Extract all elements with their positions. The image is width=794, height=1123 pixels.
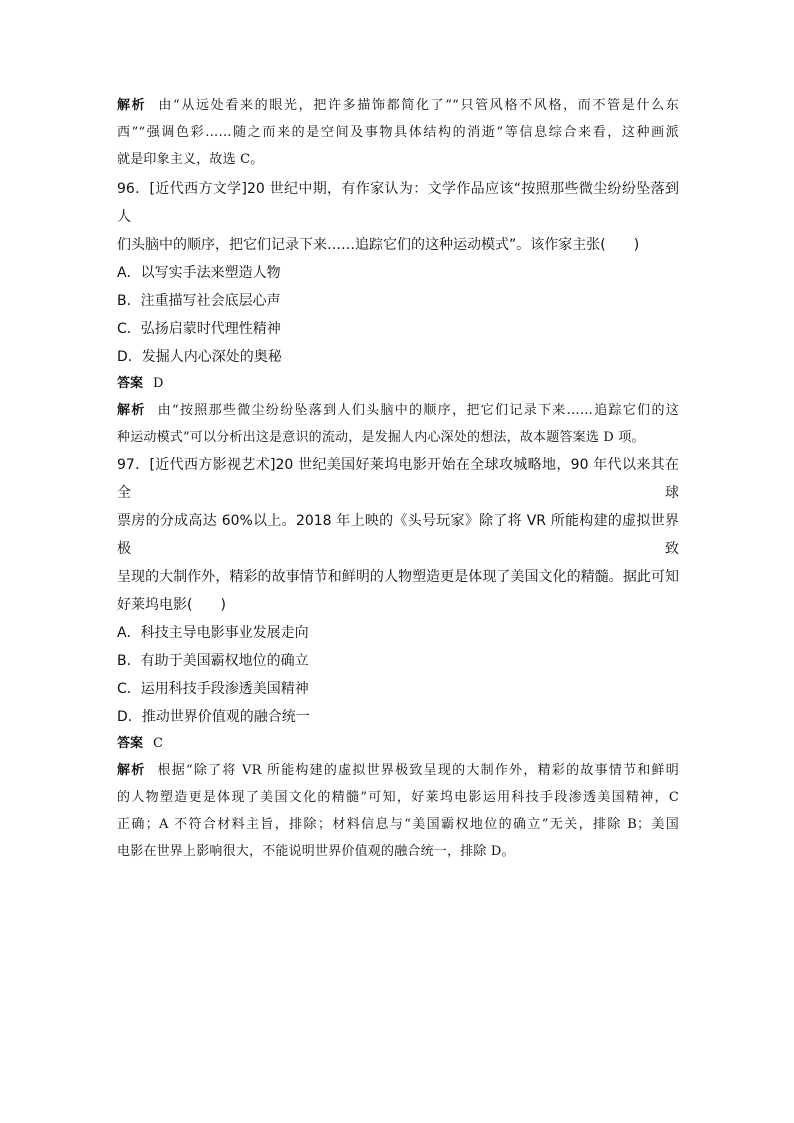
question-stem-line: 们头脑中的顺序，把它们记录下来……追踪它们的这种运动模式”。该作家主张( ): [117, 237, 640, 253]
question-97: [117, 451, 679, 865]
option-b: B．注重描写社会底层心声: [117, 293, 281, 309]
analysis-label: 解析: [117, 763, 146, 778]
analysis-line: 就是印象主义，故选 C。: [117, 152, 264, 167]
question-stem-line: 好莱坞电影( ): [117, 597, 226, 613]
analysis-line: 电影在世界上影响很大，不能说明世界价值观的融合统一，排除 D。: [117, 844, 515, 859]
option-d: D．推动世界价值观的融合统一: [117, 709, 310, 725]
answer-96: [117, 371, 679, 397]
question-stem-line: 票房的分成高达 60%以上。2018 年上映的《头号玩家》除了将 VR 所能构建的虚拟世界极致: [117, 513, 679, 557]
answer-97: [117, 731, 679, 757]
answer-label: 答案: [117, 376, 144, 391]
analysis-line: 西”“强调色彩……随之而来的是空间及事物具体结构的消逝”等信息综合来看，这种画派: [117, 125, 679, 140]
option-a: A．以写实手法来塑造人物: [117, 265, 281, 281]
option-a: A．科技主导电影事业发展走向: [117, 625, 309, 641]
analysis-line: 解析 由“从远处看来的眼光，把许多描饰都简化了”“只管风格不风格，而不管是什么东: [117, 98, 679, 113]
answer-value: C: [153, 736, 163, 751]
question-stem-line: 96．[近代西方文学]20 世纪中期，有作家认为：文学作品应该“按照那些微尘纷纷坠落到人: [117, 181, 679, 225]
analysis-line: 种运动模式”可以分析出这是意识的流动，是发掘人内心深处的想法，故本题答案选 D 项。: [117, 430, 645, 445]
question-stem-line: 97．[近代西方影视艺术]20 世纪美国好莱坞电影开始在全球攻城略地，90 年代以来其在全球: [117, 457, 679, 501]
answer-label: 答案: [117, 736, 144, 751]
option-b: B．有助于美国霸权地位的确立: [117, 653, 309, 669]
analysis-line: 解析 根据“除了将 VR 所能构建的虚拟世界极致呈现的大制作外，精彩的故事情节和鲜明: [117, 763, 680, 778]
analysis-line: 的人物塑造更是体现了美国文化的精髓”可知，好莱坞电影运用科技手段渗透美国精神，C: [117, 790, 679, 805]
analysis-label: 解析: [117, 98, 147, 113]
question-stem-line: 呈现的大制作外，精彩的故事情节和鲜明的人物塑造更是体现了美国文化的精髓。据此可知: [117, 569, 679, 585]
option-d: D．发掘人内心深处的奥秘: [117, 349, 282, 365]
option-c: C．运用科技手段渗透美国精神: [117, 681, 309, 697]
analysis-label: 解析: [117, 403, 146, 418]
question-96: [117, 175, 679, 451]
analysis-95: [117, 92, 679, 173]
document-page: [117, 92, 679, 865]
analysis-line: 解析 由“按照那些微尘纷纷坠落到人们头脑中的顺序，把它们记录下来……追踪它们的这: [117, 403, 680, 418]
option-c: C．弘扬启蒙时代理性精神: [117, 321, 281, 337]
answer-value: D: [153, 376, 164, 391]
analysis-line: 正确；A 不符合材料主旨，排除；材料信息与“美国霸权地位的确立”无关，排除 B；美国: [117, 817, 679, 832]
